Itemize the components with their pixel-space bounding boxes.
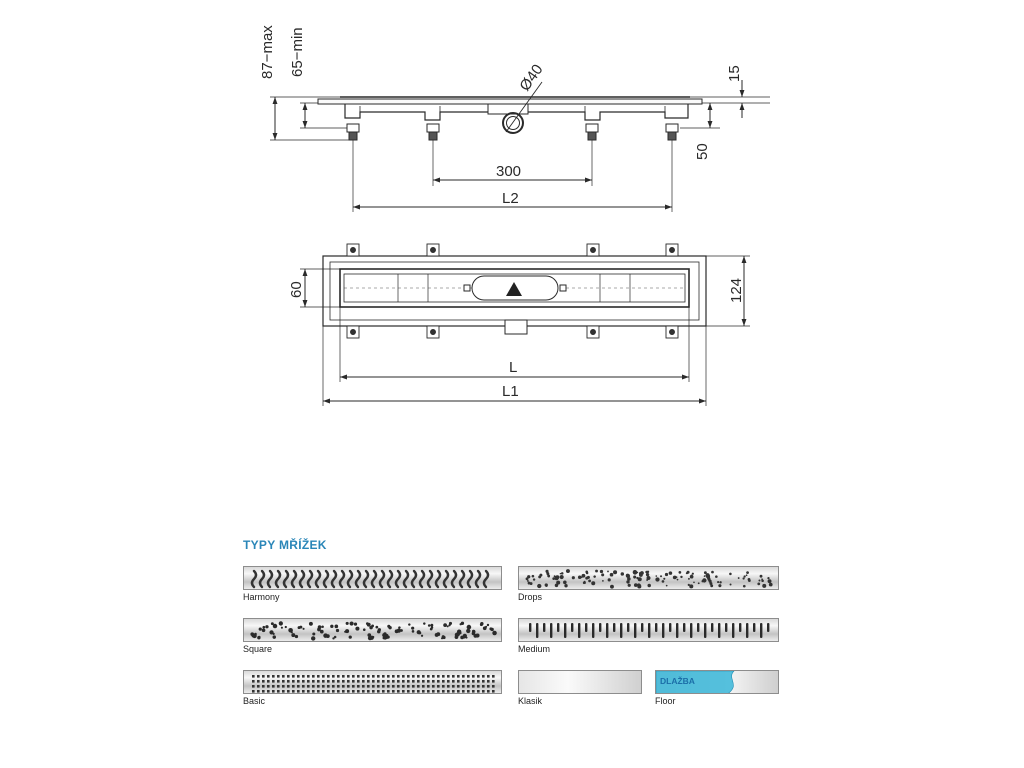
top-view bbox=[300, 244, 750, 406]
dim-feet-spacing: 300 bbox=[496, 163, 522, 180]
dim-outlet-height: 50 bbox=[694, 143, 711, 160]
dim-total-width: 124 bbox=[728, 277, 745, 303]
grate-square-image bbox=[243, 618, 502, 642]
grate-basic-image bbox=[243, 670, 502, 694]
grate-harmony-image bbox=[243, 566, 502, 590]
grate-floor-image bbox=[655, 670, 779, 694]
grate-basic bbox=[243, 670, 502, 706]
dim-length-l2: L2 bbox=[502, 190, 519, 207]
dim-edge-height: 15 bbox=[726, 65, 743, 82]
grate-square-label: Square bbox=[243, 644, 273, 654]
grate-klasik bbox=[518, 670, 642, 706]
grate-drops-image bbox=[518, 566, 779, 590]
grate-square bbox=[243, 618, 502, 654]
grate-medium bbox=[518, 618, 779, 654]
grate-klasik-image bbox=[518, 670, 642, 694]
grate-medium-image bbox=[518, 618, 779, 642]
grate-harmony bbox=[243, 566, 502, 602]
grate-types-title: TYPY MŘÍŽEK bbox=[243, 538, 327, 552]
dim-length-l1: L1 bbox=[502, 383, 519, 400]
grate-floor-label: Floor bbox=[655, 696, 676, 706]
dim-channel-width: 60 bbox=[288, 281, 305, 298]
dim-height-min: 65−min bbox=[289, 27, 306, 77]
grate-basic-label: Basic bbox=[243, 696, 266, 706]
grate-harmony-label: Harmony bbox=[243, 592, 280, 602]
grate-drops bbox=[518, 566, 779, 602]
grate-floor bbox=[655, 670, 779, 706]
dim-height-max: 87−max bbox=[259, 25, 276, 79]
grate-klasik-label: Klasik bbox=[518, 696, 543, 706]
grate-drops-label: Drops bbox=[518, 592, 543, 602]
dim-outlet-diameter: Ø40 bbox=[516, 61, 547, 95]
grate-medium-label: Medium bbox=[518, 644, 551, 654]
floor-tile-label: DLAŽBA bbox=[660, 676, 695, 686]
dim-length-l: L bbox=[509, 359, 518, 376]
